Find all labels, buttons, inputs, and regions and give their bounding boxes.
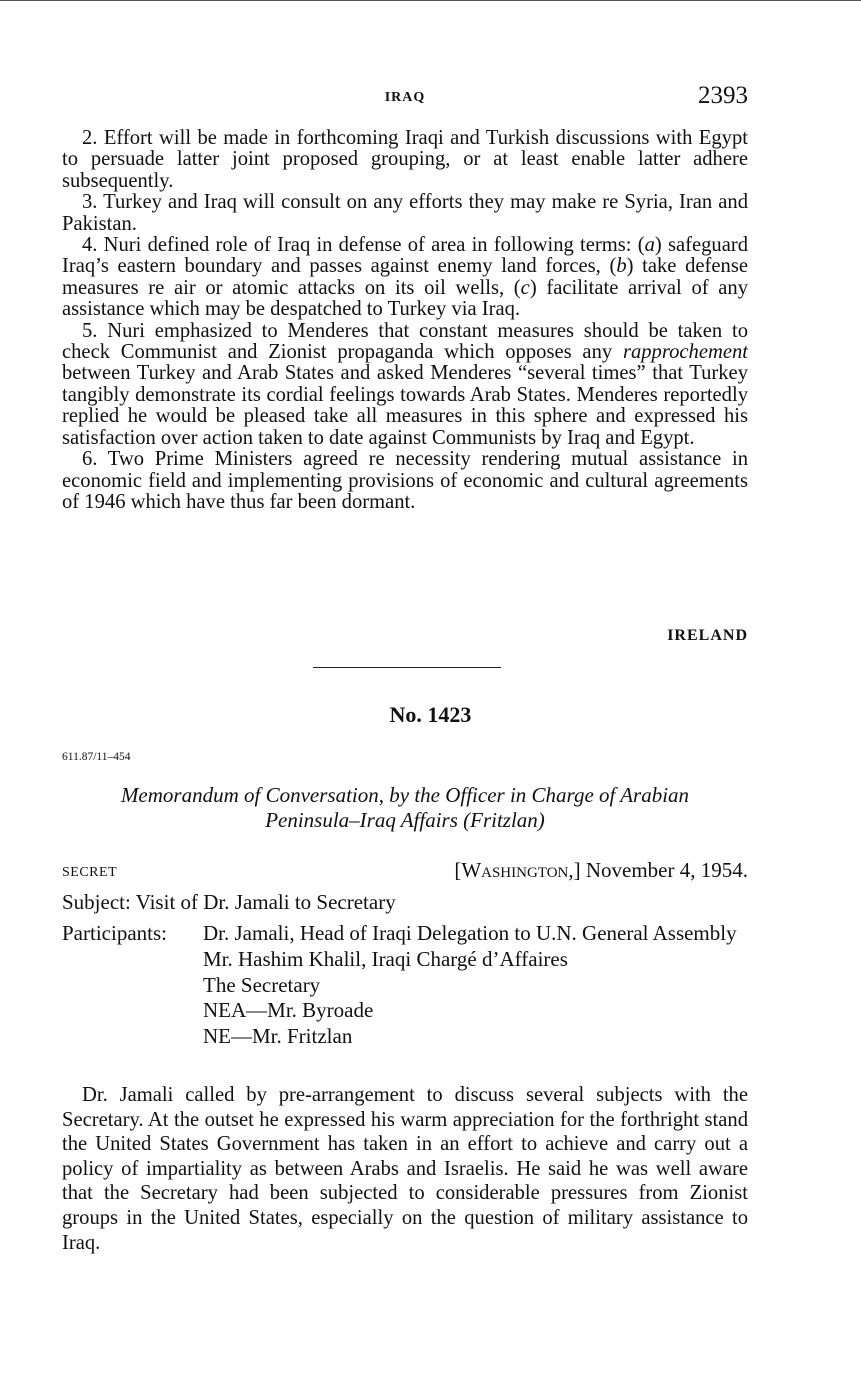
- signature: IRELAND: [667, 627, 748, 644]
- item-a-marker: a: [644, 234, 655, 257]
- participant: Dr. Jamali, Head of Iraqi Delegation to U.N. General Assembly: [203, 921, 737, 945]
- memo-title: [62, 783, 748, 833]
- paragraph-5-intro: 5. Nuri emphasized to Menderes that constant measures should be taken to check Communist and Zionist propaganda which opposes any: [62, 319, 748, 364]
- numbered-points: [62, 128, 748, 513]
- page-header: [62, 82, 748, 112]
- memo-body: [62, 1083, 748, 1255]
- participant: Mr. Hashim Khalil, Iraqi Chargé d’Affaires: [203, 946, 568, 971]
- section-divider: [313, 667, 501, 668]
- paragraph-6: 6. Two Prime Ministers agreed re necessity rendering mutual assistance in economic field and implementing provisions of economic and cultural agreements of 1946 which have thus far been dormant.: [62, 448, 748, 513]
- participant: NE—Mr. Fritzlan: [203, 1024, 353, 1049]
- participant: The Secretary: [203, 972, 321, 997]
- item-a-text: ) safeguard Iraq’s eastern boundary and passes against enemy land forces, (: [62, 234, 748, 278]
- paragraph-2: 2. Effort will be made in forthcoming Iraqi and Turkish discussions with Egypt to persuade latter joint proposed grouping, or at least enable latter adhere subsequently.: [62, 127, 748, 192]
- paragraph-5-rest: between Turkey and Arab States and asked Menderes “several times” that Turkey tangibly demonstrate its cordial feelings towards Arab States. Menderes reportedly replied he would be pleased take all measures in this sphere and expressed his satisfaction over action taken to date against Communists by Iraq and Egypt.: [62, 362, 748, 449]
- classification-marking: SECRET: [62, 865, 118, 880]
- rapprochement-term: rapprochement: [622, 341, 748, 364]
- memo-paragraph: Dr. Jamali called by pre-arrangement to discuss several subjects with the Secretary. At the outset he expressed his warm appreciation for the forthright stand the United States Government has taken in an effort to achieve and carry out a policy of impartiality as between Arabs and Israelis. He said he was well aware that the Secretary had been subjected to considerable pressures from Zionist groups in the United States, especially on the question of military assistance to Iraq.: [62, 1084, 748, 1254]
- memo-title-line-1: Memorandum of Conversation, by the Officer in Charge of Arabian: [120, 783, 690, 807]
- participants-label: Participants:: [62, 921, 167, 945]
- subject-line: Subject: Visit of Dr. Jamali to Secretary: [62, 890, 396, 914]
- item-c-text: ) facilitate arrival of any assistance which may be despatched to Turkey via Iraq.: [62, 276, 748, 321]
- item-c-marker: c: [520, 276, 530, 299]
- page-top-border: [0, 0, 861, 1]
- item-b-text: ) take defense measures re air or atomic attacks on its oil wells, (: [62, 255, 749, 299]
- file-number: 611.87/11–454: [62, 751, 131, 763]
- paragraph-4-intro: 4. Nuri defined role of Iraq in defense of area in following terms: (: [82, 234, 645, 257]
- participant: NEA—Mr. Byroade: [203, 998, 374, 1023]
- date-text: ,] November 4, 1954.: [568, 858, 748, 882]
- place-name: Washington: [461, 858, 569, 882]
- page-number: 2393: [698, 82, 748, 109]
- place-prefix: [: [454, 858, 462, 882]
- participants-list: [203, 921, 748, 1050]
- paragraph-5: [62, 321, 748, 449]
- place-and-date: [454, 858, 748, 883]
- document-number: No. 1423: [389, 702, 472, 727]
- running-head: IRAQ: [384, 90, 426, 105]
- paragraph-4: [62, 235, 748, 321]
- memo-title-line-2: Peninsula–Iraq Affairs (Fritzlan): [265, 808, 545, 832]
- item-b-marker: b: [616, 255, 627, 278]
- paragraph-3: 3. Turkey and Iraq will consult on any efforts they may make re Syria, Iran and Pakistan.: [62, 191, 748, 235]
